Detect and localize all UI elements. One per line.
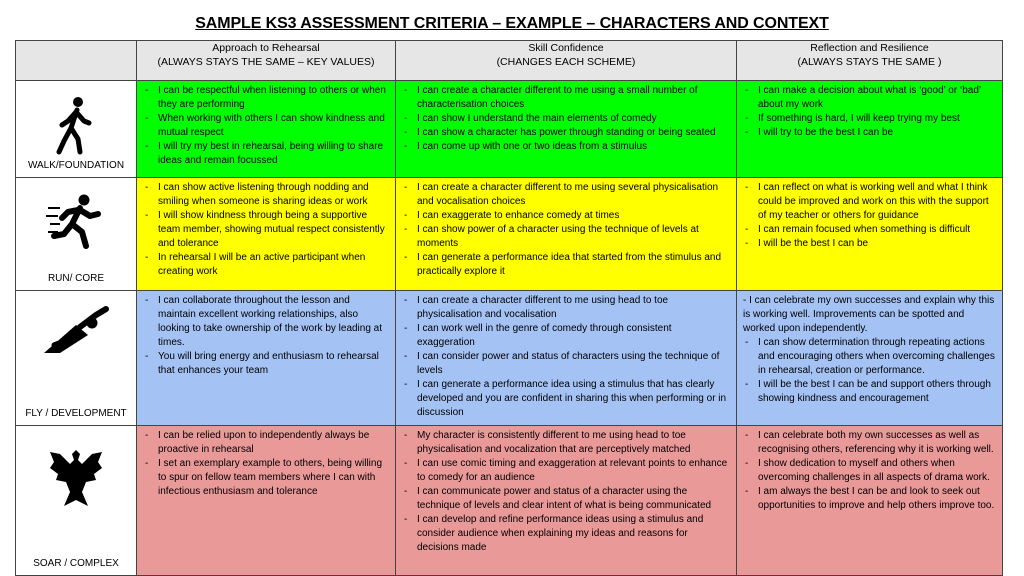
level-label: WALK/FOUNDATION: [27, 160, 125, 171]
criteria-item: - I am always the best I can be and look to seek out opportunities to improve and help others improve too.: [743, 485, 996, 513]
criteria-item: - I can celebrate both my own successes as well as recognising others, referencing why it is working well.: [743, 429, 996, 457]
criteria-item: - I can show a character has power through standing or being seated: [402, 126, 730, 140]
level-cell: [16, 178, 137, 291]
skill-cell: [396, 291, 737, 426]
skill-cell: [396, 426, 737, 576]
approach-cell: [137, 81, 396, 178]
criteria-item: - I can show power of a character using the technique of levels at moments: [402, 223, 730, 251]
level-label: FLY / DEVELOPMENT: [25, 408, 127, 419]
reflection-cell: [737, 81, 1003, 178]
column-header-skill: [396, 41, 737, 81]
criteria-item: - I can make a decision about what is ‘good’ or ‘bad’ about my work: [743, 84, 996, 112]
running-person-icon: [46, 192, 106, 252]
criteria-item: - I will try my best in rehearsal, being willing to share ideas and remain focussed: [143, 140, 389, 168]
criteria-item: - You will bring energy and enthusiasm to rehearsal that enhances your team: [143, 350, 389, 378]
level-row-soar: [16, 426, 1003, 576]
criteria-item: - I can generate a performance idea using a stimulus that has clearly developed and you are confident in sharing this when performing or in discussion: [402, 378, 730, 420]
level-row-fly: [16, 291, 1003, 426]
criteria-item: - I can work well in the genre of comedy through consistent exaggeration: [402, 322, 730, 350]
skill-cell: [396, 178, 737, 291]
walking-person-icon: [56, 95, 96, 155]
column-header-title: Reflection and Resilience: [810, 42, 929, 54]
criteria-item: - I will be the best I can be: [743, 237, 996, 251]
level-label: SOAR / COMPLEX: [33, 558, 119, 569]
criteria-item: - I can show active listening through nodding and smiling when someone is sharing ideas or work: [143, 181, 389, 209]
criteria-item: - I can create a character different to me using a small number of characterisation choices: [402, 84, 730, 112]
criteria-item: - I can develop and refine performance ideas using a stimulus and consider audience when explaining my ideas and reasons for decisions made: [402, 513, 730, 555]
header-row: [16, 41, 1003, 81]
level-row-run: [16, 178, 1003, 291]
criteria-item: - I can consider power and status of characters using the technique of levels: [402, 350, 730, 378]
criteria-item: - I will try to be the best I can be: [743, 126, 996, 140]
level-cell: [16, 291, 137, 426]
criteria-item: - I can exaggerate to enhance comedy at times: [402, 209, 730, 223]
level-cell: [16, 426, 137, 576]
column-header-title: Skill Confidence: [528, 42, 604, 54]
reflection-cell: [737, 426, 1003, 576]
criteria-item: - I can reflect on what is working well and what I think could be improved and work on this with the support of my teacher or others for guidance: [743, 181, 996, 223]
criteria-intro: - I can celebrate my own successes and explain why this is working well. Improvements can be spotted and worked upon independently.: [743, 295, 995, 334]
criteria-item: - When working with others I can show kindness and mutual respect: [143, 112, 389, 140]
column-header-reflection: [737, 41, 1003, 81]
approach-cell: [137, 178, 396, 291]
criteria-item: - In rehearsal I will be an active participant when creating work: [143, 251, 389, 279]
criteria-item: - I can be respectful when listening to others or when they are performing: [143, 84, 389, 112]
level-label: RUN/ CORE: [47, 273, 105, 284]
assessment-criteria-table: [15, 40, 1003, 576]
reflection-cell: [737, 178, 1003, 291]
approach-cell: [137, 291, 396, 426]
criteria-item: - I can remain focused when something is difficult: [743, 223, 996, 237]
level-cell: [16, 81, 137, 178]
criteria-item: - I can generate a performance idea that started from the stimulus and practically explore it: [402, 251, 730, 279]
column-header-subtitle: (CHANGES EACH SCHEME): [496, 56, 636, 68]
skill-cell: [396, 81, 737, 178]
criteria-item: - I can create a character different to me using head to toe physicalisation and vocalisation: [402, 294, 730, 322]
criteria-item: - I can be relied upon to independently always be proactive in rehearsal: [143, 429, 389, 457]
level-row-walk: [16, 81, 1003, 178]
criteria-item: - I can show determination through repeating actions and encouraging others when overcoming challenges in rehearsal, creation or performance.: [743, 336, 996, 378]
criteria-item: - I show dedication to myself and others when overcoming challenges in all aspects of drama work.: [743, 457, 996, 485]
eagle-icon: [48, 448, 104, 514]
page-title: SAMPLE KS3 ASSESSMENT CRITERIA – EXAMPLE – CHARACTERS AND CONTEXT: [195, 15, 829, 32]
criteria-item: - I can communicate power and status of a character using the technique of levels and clear intent of what is being communicated: [402, 485, 730, 513]
criteria-item: - I can use comic timing and exaggeration at relevant points to enhance to comedy for an audience: [402, 457, 730, 485]
column-header-approach: [137, 41, 396, 81]
criteria-item: - I can create a character different to me using several physicalisation and vocalisation choices: [402, 181, 730, 209]
criteria-item: - I set an exemplary example to others, being willing to spur on fellow team members where I can with infectious enthusiasm and tolerance: [143, 457, 389, 499]
column-header-subtitle: (ALWAYS STAYS THE SAME – KEY VALUES): [157, 56, 375, 68]
column-header-title: Approach to Rehearsal: [212, 42, 320, 54]
criteria-item: - My character is consistently different to me using head to toe physicalisation and vocalization that are perceptively matched: [402, 429, 730, 457]
flying-hero-icon: [40, 305, 112, 355]
criteria-item: - I can collaborate throughout the lesson and maintain excellent working relationships, also looking to take ownership of the work by leading at times.: [143, 294, 389, 350]
reflection-cell: [737, 291, 1003, 426]
column-header-subtitle: (ALWAYS STAYS THE SAME ): [797, 56, 942, 68]
criteria-item: - If something is hard, I will keep trying my best: [743, 112, 996, 126]
criteria-item: - I will be the best I can be and support others through showing kindness and encouragement: [743, 378, 996, 406]
criteria-item: - I can come up with one or two ideas from a stimulus: [402, 140, 730, 154]
corner-cell: [16, 41, 137, 81]
approach-cell: [137, 426, 396, 576]
criteria-item: - I will show kindness through being a supportive team member, showing mutual respect consistently and tolerance: [143, 209, 389, 251]
criteria-item: - I can show I understand the main elements of comedy: [402, 112, 730, 126]
